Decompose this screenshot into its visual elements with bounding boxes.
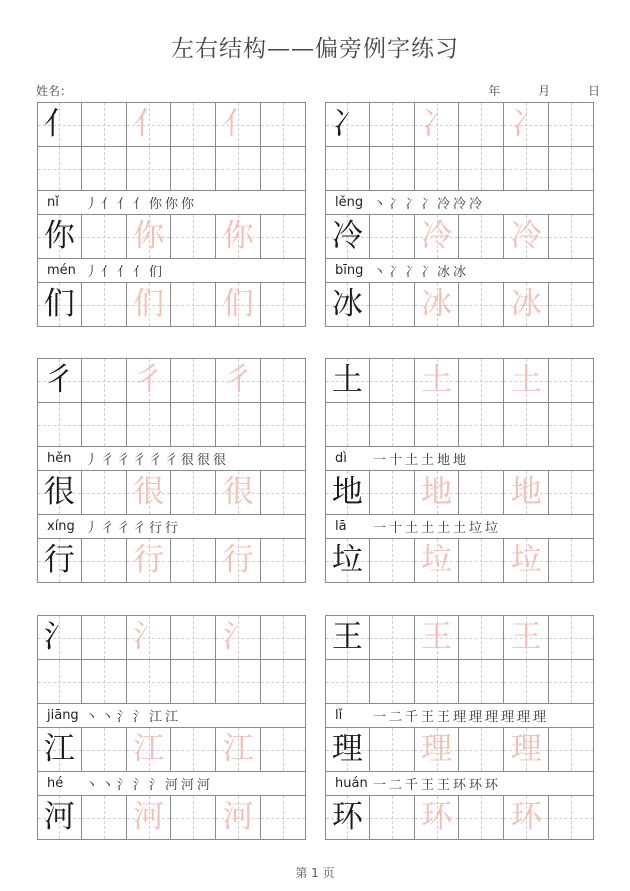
- grid-cell[interactable]: [37, 403, 82, 447]
- pinyin-label: lā: [335, 519, 347, 534]
- trace-character: 亻: [222, 106, 254, 142]
- grid-cell[interactable]: [504, 660, 549, 704]
- grid-cell[interactable]: [37, 147, 82, 191]
- grid-cell: [325, 283, 370, 327]
- trace-character: 理: [510, 731, 542, 767]
- grid-cell: [549, 796, 594, 840]
- grid-cell: [504, 471, 549, 515]
- stroke-order: 丶丶氵氵江江: [85, 710, 182, 725]
- grid-cell: [216, 359, 261, 403]
- grid-cell: [171, 539, 216, 583]
- practice-row: [37, 471, 306, 515]
- grid-cell[interactable]: [325, 403, 370, 447]
- pinyin-label: bīng: [335, 263, 364, 278]
- practice-row: [37, 102, 306, 147]
- grid-cell[interactable]: [549, 403, 594, 447]
- grid-cell: [216, 215, 261, 259]
- grid-cell: [504, 359, 549, 403]
- trace-character: 氵: [133, 619, 165, 655]
- pinyin-label: lǐ: [335, 708, 343, 723]
- grid-cell: [549, 539, 594, 583]
- practice-row: [37, 358, 306, 403]
- model-character: 你: [43, 218, 75, 254]
- grid-cell: [459, 359, 504, 403]
- trace-character: 王: [421, 619, 453, 655]
- stroke-order: 一二千王王理理理理理理: [373, 710, 550, 725]
- trace-character: 很: [222, 474, 254, 510]
- page-title: 左右结构——偏旁例字练习: [171, 36, 459, 62]
- grid-cell: [37, 728, 82, 772]
- pinyin-stroke-band: [325, 259, 594, 283]
- model-character: 垃: [331, 542, 363, 578]
- grid-cell[interactable]: [261, 147, 306, 191]
- grid-cell: [37, 471, 82, 515]
- grid-cell: [127, 359, 172, 403]
- model-character: 亻: [43, 106, 75, 142]
- practice-row: [37, 615, 306, 660]
- grid-cell: [325, 359, 370, 403]
- grid-cell[interactable]: [171, 403, 216, 447]
- grid-cell: [504, 616, 549, 660]
- grid-cell: [459, 283, 504, 327]
- trace-character: 地: [421, 474, 453, 510]
- grid-cell: [127, 283, 172, 327]
- practice-row: [325, 615, 594, 660]
- practice-row: [37, 283, 306, 327]
- stroke-order: 丶丶氵氵氵河河河: [85, 778, 214, 793]
- grid-cell: [216, 283, 261, 327]
- pinyin-label: huán: [335, 776, 368, 791]
- radical-block: [325, 102, 594, 327]
- trace-character: 冰: [510, 286, 542, 322]
- grid-cell[interactable]: [549, 660, 594, 704]
- trace-character: 土: [421, 362, 453, 398]
- grid-cell[interactable]: [37, 660, 82, 704]
- grid-cell: [370, 616, 415, 660]
- grid-cell: [504, 103, 549, 147]
- grid-cell: [370, 103, 415, 147]
- grid-cell: [370, 283, 415, 327]
- trace-character: 冷: [510, 218, 542, 254]
- trace-character: 彳: [133, 362, 165, 398]
- pinyin-stroke-band: [325, 515, 594, 539]
- grid-cell: [216, 796, 261, 840]
- grid-cell: [415, 215, 460, 259]
- trace-character: 冷: [421, 218, 453, 254]
- grid-cell[interactable]: [216, 147, 261, 191]
- trace-character: 们: [222, 286, 254, 322]
- pinyin-stroke-band: [37, 704, 306, 728]
- trace-character: 江: [222, 731, 254, 767]
- radical-block: [325, 358, 594, 583]
- month-label: 月: [538, 84, 551, 98]
- grid-cell: [127, 728, 172, 772]
- grid-cell: [549, 215, 594, 259]
- grid-cell: [127, 103, 172, 147]
- pinyin-stroke-band: [37, 259, 306, 283]
- trace-character: 垃: [421, 542, 453, 578]
- blank-practice-row: [325, 403, 594, 447]
- trace-character: 你: [222, 218, 254, 254]
- grid-cell: [82, 539, 127, 583]
- grid-cell: [415, 616, 460, 660]
- trace-character: 冰: [421, 286, 453, 322]
- practice-row: [37, 215, 306, 259]
- grid-cell: [82, 359, 127, 403]
- blank-practice-row: [325, 147, 594, 191]
- pinyin-label: lěng: [335, 195, 364, 210]
- model-character: 王: [331, 619, 363, 655]
- practice-row: [37, 796, 306, 840]
- grid-cell[interactable]: [82, 403, 127, 447]
- name-label: 姓名：: [36, 84, 73, 98]
- grid-cell: [82, 283, 127, 327]
- grid-cell: [370, 539, 415, 583]
- pinyin-stroke-band: [325, 447, 594, 471]
- grid-cell: [37, 359, 82, 403]
- grid-cell[interactable]: [261, 403, 306, 447]
- grid-cell: [261, 539, 306, 583]
- grid-cell[interactable]: [261, 660, 306, 704]
- grid-cell: [127, 616, 172, 660]
- grid-cell: [325, 103, 370, 147]
- pinyin-label: hěn: [47, 451, 72, 466]
- grid-cell: [216, 103, 261, 147]
- pinyin-label: mén: [47, 263, 76, 278]
- model-character: 理: [331, 731, 363, 767]
- grid-cell: [127, 471, 172, 515]
- grid-cell: [261, 283, 306, 327]
- grid-cell: [459, 728, 504, 772]
- trace-character: 很: [133, 474, 165, 510]
- grid-cell: [459, 616, 504, 660]
- grid-cell: [549, 103, 594, 147]
- grid-cell[interactable]: [459, 403, 504, 447]
- grid-cell: [549, 471, 594, 515]
- model-character: 河: [43, 799, 75, 835]
- trace-character: 地: [510, 474, 542, 510]
- grid-cell: [261, 728, 306, 772]
- grid-cell: [261, 796, 306, 840]
- grid-cell: [216, 539, 261, 583]
- grid-cell: [415, 103, 460, 147]
- grid-cell: [82, 471, 127, 515]
- radical-block: [37, 102, 306, 327]
- grid-cell: [261, 471, 306, 515]
- grid-cell[interactable]: [415, 147, 460, 191]
- grid-cell: [325, 215, 370, 259]
- stroke-order: 丿亻亻亻们: [85, 265, 166, 280]
- model-character: 很: [43, 474, 75, 510]
- pinyin-label: nǐ: [47, 195, 59, 210]
- grid-cell: [325, 728, 370, 772]
- grid-cell: [370, 471, 415, 515]
- grid-cell: [171, 796, 216, 840]
- trace-character: 冫: [510, 106, 542, 142]
- trace-character: 们: [133, 286, 165, 322]
- date-labels: [454, 82, 600, 99]
- grid-cell: [261, 616, 306, 660]
- model-character: 彳: [43, 362, 75, 398]
- pinyin-stroke-band: [325, 191, 594, 215]
- trace-character: 环: [421, 799, 453, 835]
- model-character: 冫: [331, 106, 363, 142]
- grid-cell: [549, 283, 594, 327]
- model-character: 地: [331, 474, 363, 510]
- pinyin-stroke-band: [37, 515, 306, 539]
- grid-cell: [415, 283, 460, 327]
- grid-cell: [459, 471, 504, 515]
- practice-row: [325, 728, 594, 772]
- pinyin-stroke-band: [37, 772, 306, 796]
- grid-cell: [415, 359, 460, 403]
- grid-cell: [415, 796, 460, 840]
- trace-character: 行: [222, 542, 254, 578]
- grid-cell: [325, 616, 370, 660]
- pinyin-label: hé: [47, 776, 64, 791]
- pinyin-stroke-band: [37, 191, 306, 215]
- grid-cell: [82, 796, 127, 840]
- practice-row: [325, 283, 594, 327]
- grid-cell: [171, 359, 216, 403]
- grid-cell: [171, 103, 216, 147]
- grid-cell: [370, 215, 415, 259]
- practice-row: [325, 471, 594, 515]
- practice-row: [325, 539, 594, 583]
- grid-cell[interactable]: [504, 147, 549, 191]
- practice-row: [37, 728, 306, 772]
- pinyin-stroke-band: [325, 704, 594, 728]
- grid-cell[interactable]: [459, 660, 504, 704]
- year-label: 年: [488, 84, 501, 98]
- stroke-order: 丶冫冫冫冰冰: [373, 265, 470, 280]
- grid-cell: [261, 215, 306, 259]
- grid-cell: [325, 539, 370, 583]
- model-character: 冰: [331, 286, 363, 322]
- trace-character: 你: [133, 218, 165, 254]
- trace-character: 环: [510, 799, 542, 835]
- grid-cell: [261, 103, 306, 147]
- trace-character: 河: [133, 799, 165, 835]
- model-character: 土: [331, 362, 363, 398]
- stroke-order: 丿亻亻亻你你你: [85, 197, 198, 212]
- grid-cell: [261, 359, 306, 403]
- trace-character: 氵: [222, 619, 254, 655]
- model-character: 环: [331, 799, 363, 835]
- trace-character: 理: [421, 731, 453, 767]
- grid-cell: [82, 103, 127, 147]
- pinyin-label: jiāng: [47, 708, 79, 723]
- pinyin-label: dì: [335, 451, 347, 466]
- pinyin-label: xíng: [47, 519, 75, 534]
- grid-cell: [549, 359, 594, 403]
- grid-cell: [37, 796, 82, 840]
- pinyin-stroke-band: [37, 447, 306, 471]
- model-character: 冷: [331, 218, 363, 254]
- grid-cell: [37, 103, 82, 147]
- practice-row: [325, 102, 594, 147]
- grid-cell: [370, 796, 415, 840]
- grid-cell: [549, 728, 594, 772]
- grid-cell: [37, 283, 82, 327]
- grid-cell: [459, 796, 504, 840]
- grid-cell[interactable]: [216, 403, 261, 447]
- grid-cell: [415, 471, 460, 515]
- model-character: 氵: [43, 619, 75, 655]
- stroke-order: 一十土土地地: [373, 453, 470, 468]
- grid-cell: [216, 616, 261, 660]
- trace-character: 亻: [133, 106, 165, 142]
- grid-cell: [415, 539, 460, 583]
- grid-cell: [37, 616, 82, 660]
- model-character: 们: [43, 286, 75, 322]
- grid-cell[interactable]: [415, 660, 460, 704]
- stroke-order: 一十土土土土垃垃: [373, 521, 502, 536]
- blank-practice-row: [37, 403, 306, 447]
- grid-cell: [504, 539, 549, 583]
- grid-cell: [171, 215, 216, 259]
- blank-practice-row: [325, 660, 594, 704]
- grid-cell: [82, 616, 127, 660]
- grid-cell: [415, 728, 460, 772]
- trace-character: 冫: [421, 106, 453, 142]
- practice-row: [325, 796, 594, 840]
- trace-character: 土: [510, 362, 542, 398]
- grid-cell[interactable]: [325, 147, 370, 191]
- day-label: 日: [587, 84, 600, 98]
- trace-character: 垃: [510, 542, 542, 578]
- grid-cell: [127, 796, 172, 840]
- pinyin-stroke-band: [325, 772, 594, 796]
- grid-cell[interactable]: [325, 660, 370, 704]
- grid-cell[interactable]: [171, 147, 216, 191]
- practice-row: [325, 358, 594, 403]
- grid-cell: [325, 471, 370, 515]
- trace-character: 江: [133, 731, 165, 767]
- grid-cell: [504, 728, 549, 772]
- trace-character: 王: [510, 619, 542, 655]
- grid-cell[interactable]: [459, 147, 504, 191]
- stroke-order: 丿彳彳彳行行: [85, 521, 182, 536]
- grid-cell: [459, 215, 504, 259]
- page-number: 第 1 页: [295, 866, 335, 880]
- grid-cell: [127, 539, 172, 583]
- blank-practice-row: [37, 147, 306, 191]
- grid-cell: [37, 539, 82, 583]
- grid-cell: [504, 215, 549, 259]
- trace-character: 行: [133, 542, 165, 578]
- grid-cell: [127, 215, 172, 259]
- blank-practice-row: [37, 660, 306, 704]
- stroke-order: 丶冫冫冫冷冷冷: [373, 197, 486, 212]
- grid-cell: [82, 728, 127, 772]
- stroke-order: 一二千王王环环环: [373, 778, 502, 793]
- grid-cell[interactable]: [415, 403, 460, 447]
- radical-block: [37, 358, 306, 583]
- grid-cell[interactable]: [370, 660, 415, 704]
- grid-cell: [37, 215, 82, 259]
- grid-cell: [171, 616, 216, 660]
- grid-cell: [504, 283, 549, 327]
- grid-cell[interactable]: [82, 660, 127, 704]
- model-character: 行: [43, 542, 75, 578]
- grid-cell[interactable]: [82, 147, 127, 191]
- model-character: 江: [43, 731, 75, 767]
- grid-cell: [171, 283, 216, 327]
- stroke-order: 丿彳彳彳彳彳很很很: [85, 453, 230, 468]
- grid-cell[interactable]: [127, 403, 172, 447]
- grid-cell: [82, 215, 127, 259]
- grid-cell[interactable]: [370, 147, 415, 191]
- grid-cell: [216, 728, 261, 772]
- grid-cell[interactable]: [216, 660, 261, 704]
- grid-cell: [171, 471, 216, 515]
- grid-cell[interactable]: [370, 403, 415, 447]
- grid-cell: [171, 728, 216, 772]
- trace-character: 河: [222, 799, 254, 835]
- grid-cell: [325, 796, 370, 840]
- grid-cell[interactable]: [127, 147, 172, 191]
- radical-block: [37, 615, 306, 840]
- grid-cell: [370, 728, 415, 772]
- grid-cell: [459, 539, 504, 583]
- grid-cell[interactable]: [171, 660, 216, 704]
- grid-cell[interactable]: [127, 660, 172, 704]
- grid-cell[interactable]: [504, 403, 549, 447]
- radical-block: [325, 615, 594, 840]
- grid-cell[interactable]: [549, 147, 594, 191]
- practice-row: [37, 539, 306, 583]
- grid-cell: [216, 471, 261, 515]
- trace-character: 彳: [222, 362, 254, 398]
- grid-cell: [459, 103, 504, 147]
- grid-cell: [370, 359, 415, 403]
- grid-cell: [549, 616, 594, 660]
- practice-row: [325, 215, 594, 259]
- grid-cell: [504, 796, 549, 840]
